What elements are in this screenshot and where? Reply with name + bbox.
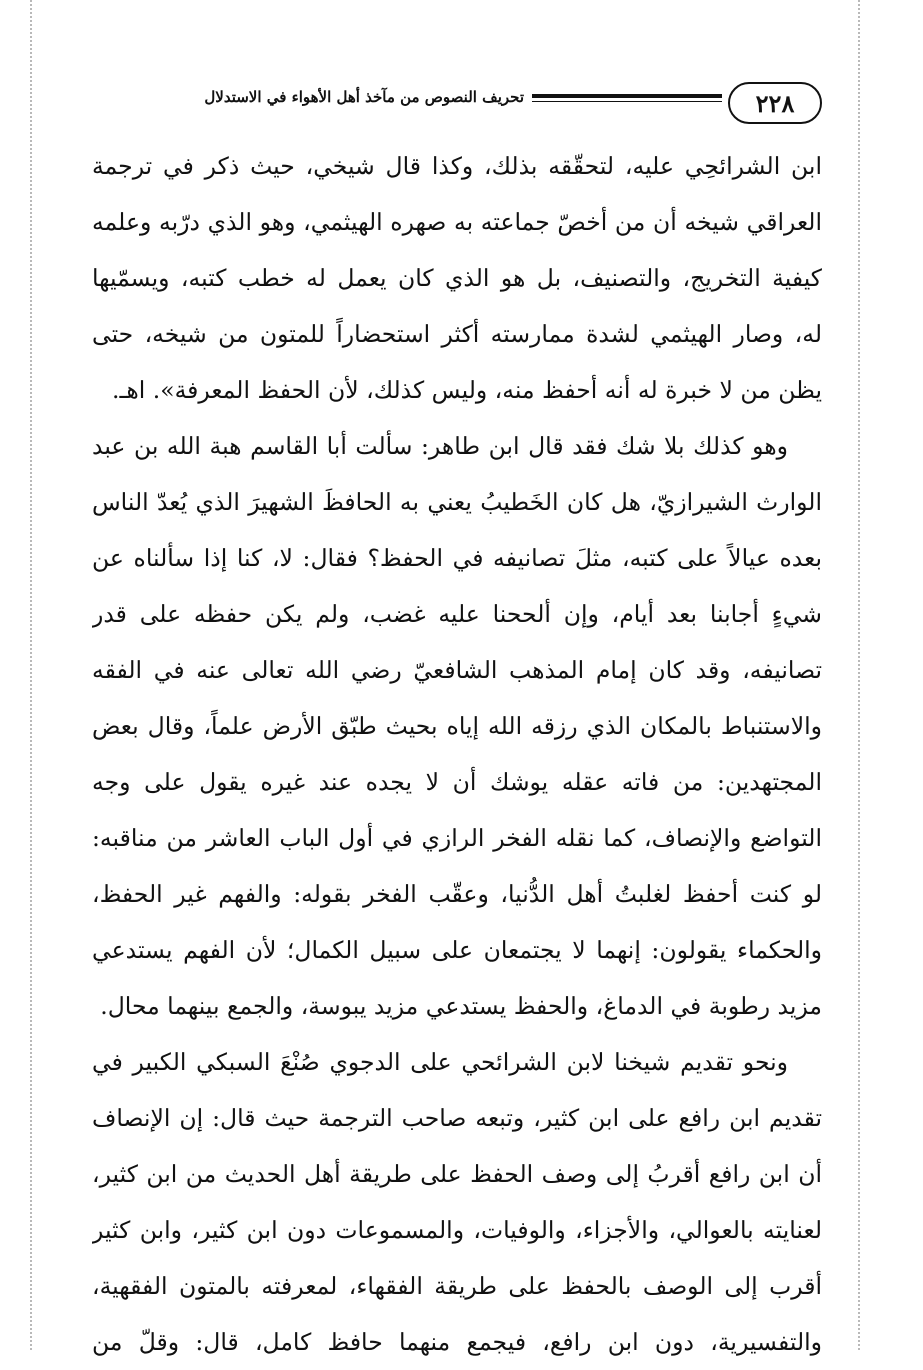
text-line: العراقي شيخه أن من أخصّ جماعته به صهره الهيثمي، وهو الذي درّبه وعلمه (92, 208, 822, 236)
page-header (92, 82, 822, 128)
text-line: ابن الشرائحِي عليه، لتحقّقه بذلك، وكذا قال شيخي، حيث ذكر في ترجمة (92, 152, 822, 180)
page-number: ٢٢٨ (728, 82, 822, 124)
text-line: لعنايته بالعوالي، والأجزاء، والوفيات، والمسموعات دون ابن كثير، وابن كثير (92, 1216, 822, 1244)
text-line: يظن من لا خبرة له أنه أحفظ منه، وليس كذلك، لأن الحفظ المعرفة». اهـ. (111, 376, 822, 404)
running-title: تحريف النصوص من مآخذ أهل الأهواء في الاستدلال (204, 88, 524, 106)
text-line: تقديم ابن رافع على ابن كثير، وتبعه صاحب الترجمة حيث قال: إن الإنصاف (92, 1104, 822, 1132)
text-line: كيفية التخريج، والتصنيف، بل هو الذي كان يعمل له خطب كتبه، ويسمّيها (92, 264, 822, 292)
scan-edge-right (858, 0, 862, 1350)
text-line: تصانيفه، وقد كان إمام المذهب الشافعيّ رضي الله تعالى عنه في الفقه (92, 656, 822, 684)
text-line: ونحو تقديم شيخنا لابن الشرائحي على الدجوي صُنْعَ السبكي الكبير في (92, 1048, 788, 1076)
text-line: والاستنباط بالمكان الذي رزقه الله إياه بحيث طبّق الأرض علماً، وقال بعض (92, 712, 822, 740)
text-line: بعده عيالاً على كتبه، مثلَ تصانيفه في الحفظ؟ فقال: لا، كنا إذا سألناه عن (92, 544, 822, 572)
text-line: وهو كذلك بلا شك فقد قال ابن طاهر: سألت أبا القاسم هبة الله بن عبد (92, 432, 788, 460)
text-line: الوارث الشيرازيّ، هل كان الخَطيبُ يعني به الحافظَ الشهيرَ الذي يُعدّ الناس (92, 488, 822, 516)
text-line: له، وصار الهيثمي لشدة ممارسته أكثر استحضاراً للمتون من شيخه، حتى (92, 320, 822, 348)
text-line: مزيد رطوبة في الدماغ، والحفظ يستدعي مزيد يبوسة، والجمع بينهما محال. (100, 992, 822, 1020)
text-line: أن ابن رافع أقربُ إلى وصف الحفظ على طريقة أهل الحديث من ابن كثير، (92, 1160, 822, 1188)
text-line: والحكماء يقولون: إنهما لا يجتمعان على سبيل الكمال؛ لأن الفهم يستدعي (92, 936, 822, 964)
text-line: لو كنت أحفظ لغلبتُ أهل الدُّنيا، وعقّب الفخر بقوله: والفهم غير الحفظ، (92, 880, 822, 908)
text-line: شيءٍ أجابنا بعد أيام، وإن ألححنا عليه غضب، ولم يكن حفظه على قدر (92, 600, 822, 628)
body-text (92, 138, 822, 1370)
scan-edge-left (30, 0, 34, 1350)
text-line: التواضع والإنصاف، كما نقله الفخر الرازي في أول الباب العاشر من مناقبه: (92, 824, 822, 852)
text-line: المجتهدين: من فاته عقله يوشك أن لا يجده عند غيره يقول على وجه (92, 768, 822, 796)
text-line: أقرب إلى الوصف بالحفظ على طريقة الفقهاء، لمعرفته بالمتون الفقهية، (92, 1272, 822, 1300)
header-rule (532, 94, 722, 102)
text-line: والتفسيرية، دون ابن رافع، فيجمع منهما حافظ كامل، قال: وقلّ من (92, 1328, 822, 1356)
